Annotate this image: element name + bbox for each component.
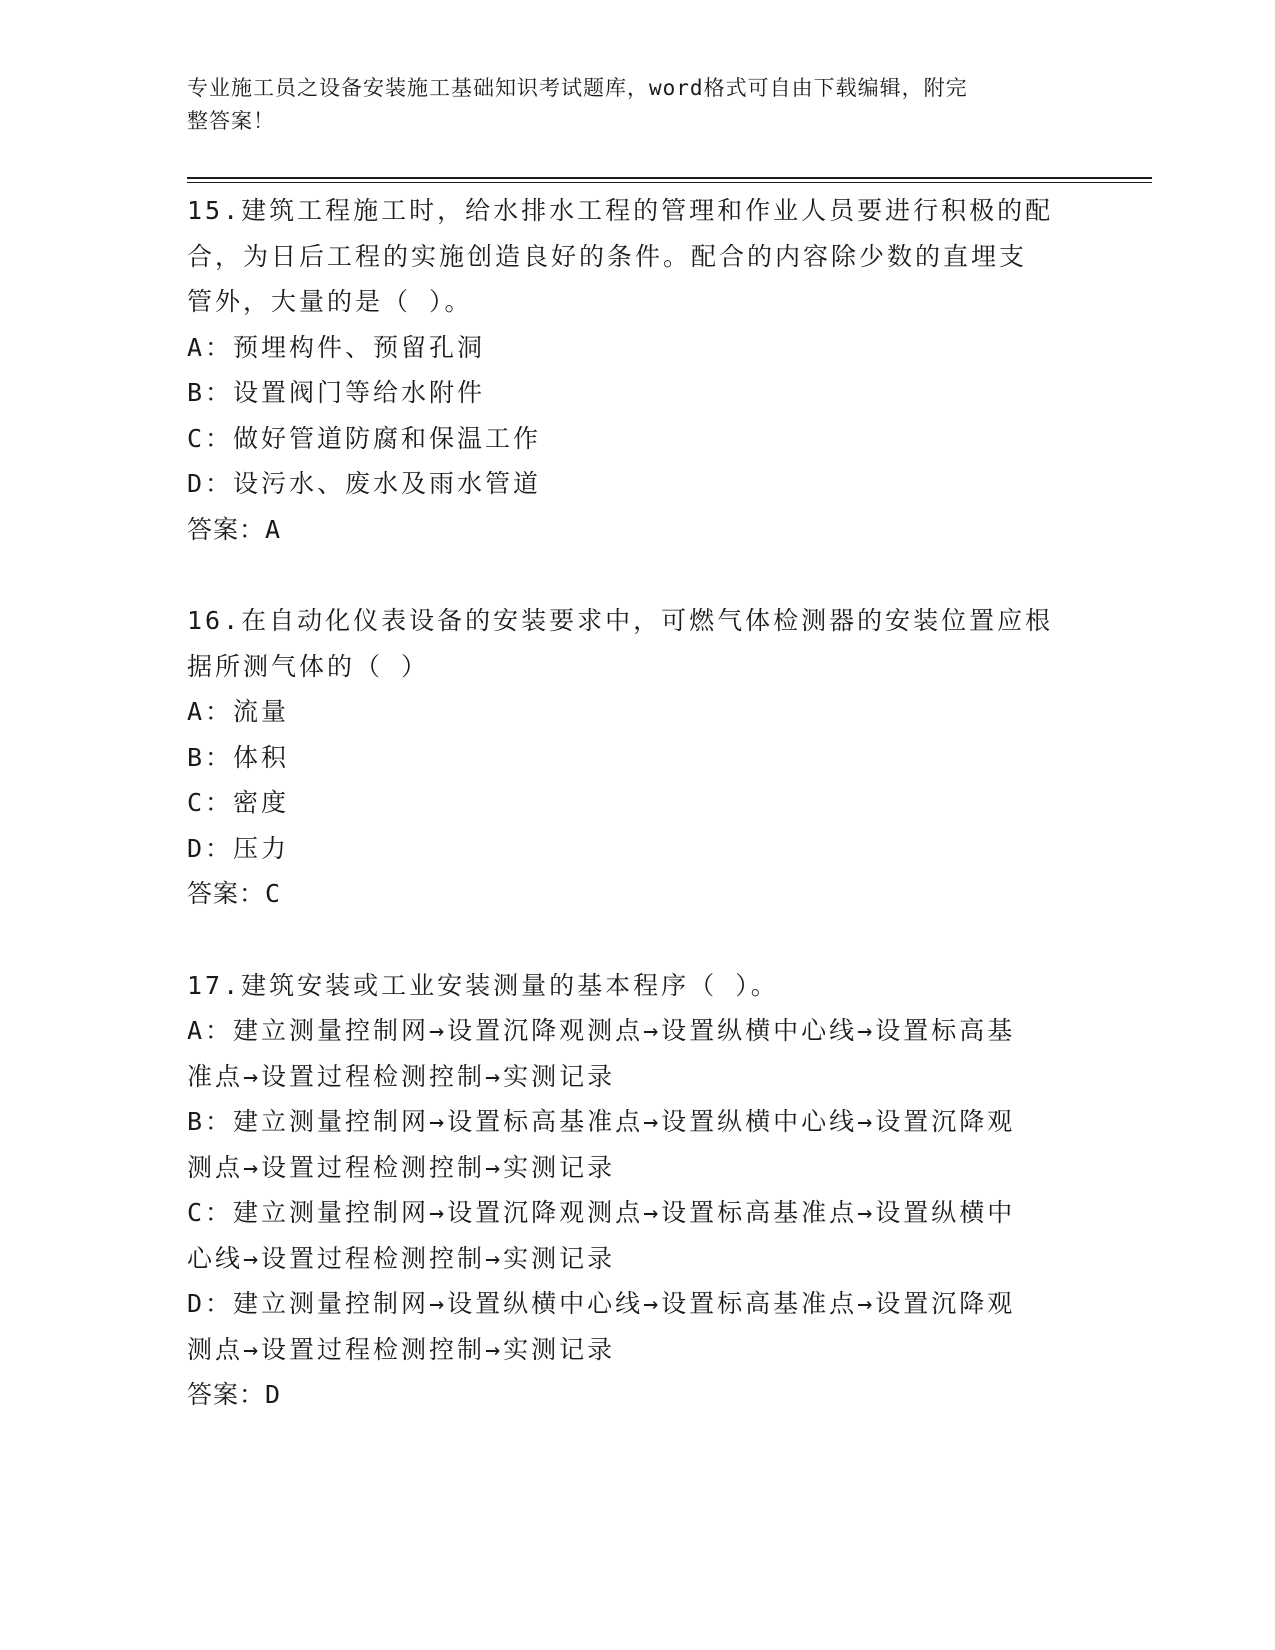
answer-value: A <box>265 514 282 544</box>
answer-label: 答案： <box>187 1380 266 1409</box>
answer-value: C <box>265 879 282 908</box>
header-divider-thin <box>187 182 1152 183</box>
question-text-line: 16.在自动化仪表设备的安装要求中，可燃气体检测器的安装位置应根 <box>187 606 1054 635</box>
header-line-2: 整答案！ <box>187 109 275 133</box>
option-d: D：建立测量控制网→设置纵横中心线→设置标高基准点→设置沉降观 <box>187 1289 1016 1318</box>
option-a: A：建立测量控制网→设置沉降观测点→设置纵横中心线→设置标高基 <box>187 1016 1016 1045</box>
question-15 <box>187 188 1087 552</box>
question-16 <box>187 598 1087 917</box>
option-d: D：压力 <box>187 833 290 863</box>
option-c: C：做好管道防腐和保温工作 <box>187 423 542 453</box>
option-b: B：体积 <box>187 742 290 772</box>
option-b: B：建立测量控制网→设置标高基准点→设置纵横中心线→设置沉降观 <box>187 1107 1016 1136</box>
question-text-line: 合，为日后工程的实施创造良好的条件。配合的内容除少数的直埋支 <box>187 241 1028 271</box>
question-list <box>187 188 1087 1418</box>
header-line-1: 专业施工员之设备安装施工基础知识考试题库，word格式可自由下载编辑，附完 <box>187 76 968 100</box>
option-a: A：预埋构件、预留孔洞 <box>187 332 486 362</box>
question-text-line: 15.建筑工程施工时，给水排水工程的管理和作业人员要进行积极的配 <box>187 196 1054 225</box>
option-c: C：建立测量控制网→设置沉降观测点→设置标高基准点→设置纵横中 <box>187 1198 1016 1227</box>
answer-label: 答案： <box>187 879 266 908</box>
question-text-line: 据所测气体的（ ） <box>187 651 430 681</box>
spacer <box>187 917 1087 963</box>
answer-value: D <box>265 1380 282 1409</box>
answer-label: 答案： <box>187 514 266 544</box>
option-a-continued: 准点→设置过程检测控制→实测记录 <box>187 1061 616 1091</box>
option-d-continued: 测点→设置过程检测控制→实测记录 <box>187 1334 616 1364</box>
option-b: B：设置阀门等给水附件 <box>187 378 486 407</box>
question-text-line: 管外，大量的是（ ）。 <box>187 287 473 316</box>
option-d: D：设污水、废水及雨水管道 <box>187 469 542 498</box>
option-c: C：密度 <box>187 788 290 817</box>
question-17 <box>187 963 1087 1418</box>
option-a: A：流量 <box>187 697 290 726</box>
answer-line <box>187 871 1087 917</box>
option-c-continued: 心线→设置过程检测控制→实测记录 <box>187 1243 616 1273</box>
question-text-line: 17.建筑安装或工业安装测量的基本程序（ ）。 <box>187 970 779 1000</box>
option-b-continued: 测点→设置过程检测控制→实测记录 <box>187 1152 616 1182</box>
document-header <box>187 72 1067 138</box>
spacer <box>187 552 1087 598</box>
answer-line <box>187 1372 1087 1418</box>
answer-line <box>187 507 1087 553</box>
header-divider-thick <box>187 177 1152 179</box>
